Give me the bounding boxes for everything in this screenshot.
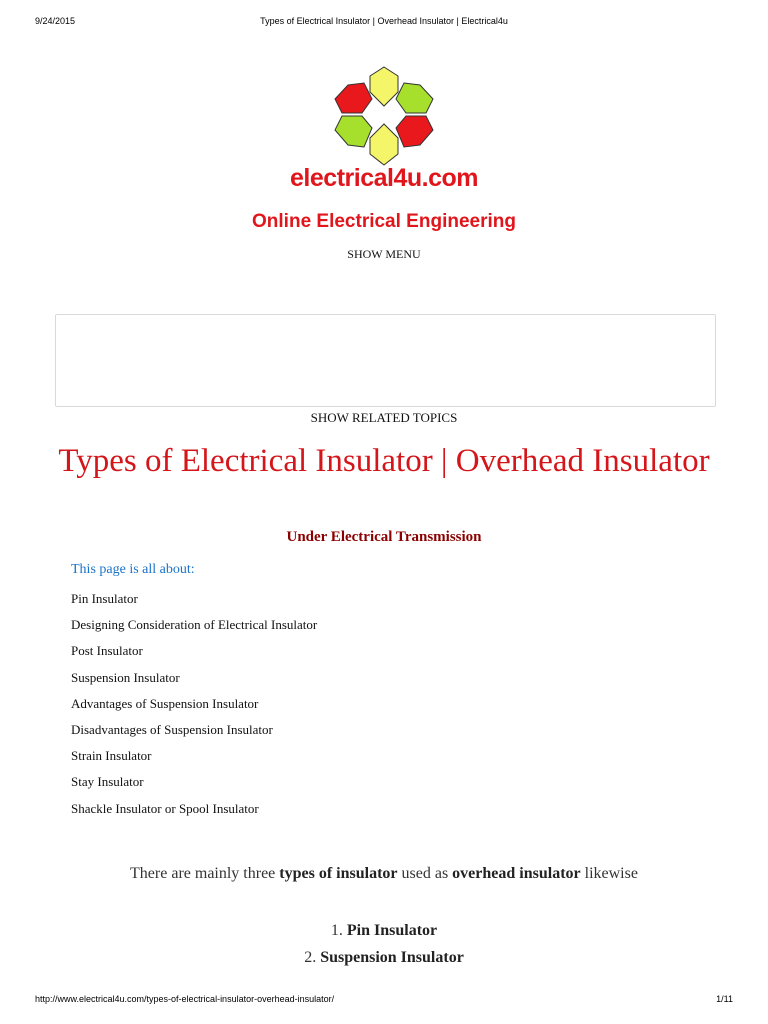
print-title: Types of Electrical Insulator | Overhead Insulator | Electrical4u [260,16,508,26]
ad-placeholder [55,314,716,407]
toc-item[interactable]: Disadvantages of Suspension Insulator [71,722,273,738]
toc-item[interactable]: Stay Insulator [71,774,144,790]
list-item-name: Pin Insulator [346,922,438,939]
toc-heading: This page is all about: [71,562,195,577]
page-number: 1/11 [716,994,733,1004]
category-label[interactable]: Under Electrical Transmission [286,529,482,545]
print-date: 9/24/2015 [35,16,76,26]
site-tagline: Online Electrical Engineering [252,211,516,232]
toc-item[interactable]: Shackle Insulator or Spool Insulator [71,800,259,816]
intro-bold-text: types of insulator [279,865,398,882]
intro-bold-text: overhead insulator [452,865,581,882]
list-number: 2. [304,949,317,966]
toc-item[interactable]: Strain Insulator [71,748,152,764]
page-title: Types of Electrical Insulator | Overhead Insulator [58,443,710,479]
toc-item[interactable]: Designing Consideration of Electrical Insulator [71,617,318,633]
print-url: http://www.electrical4u.com/types-of-electrical-insulator-overhead-insulator/ [35,994,335,1004]
site-name[interactable]: electrical4u.com [290,164,478,192]
intro-text: likewise [580,865,638,882]
list-number: 1. [330,922,343,939]
list-item [0,917,768,944]
list-item-name: Suspension Insulator [320,949,464,966]
insulator-types-list [0,917,768,971]
show-menu-link[interactable]: SHOW MENU [347,247,421,261]
intro-text: There are mainly three [130,865,280,882]
toc-item[interactable]: Advantages of Suspension Insulator [71,695,259,711]
toc-item[interactable]: Suspension Insulator [71,669,180,685]
show-related-topics-link[interactable]: SHOW RELATED TOPICS [310,410,458,425]
toc-item[interactable]: Pin Insulator [71,591,138,606]
list-item [0,944,768,971]
toc-item[interactable]: Post Insulator [71,643,143,659]
intro-text: used as [397,865,453,882]
table-of-contents [71,586,317,822]
intro-paragraph [0,865,768,883]
flower-hexagon-logo-icon[interactable] [334,66,434,166]
